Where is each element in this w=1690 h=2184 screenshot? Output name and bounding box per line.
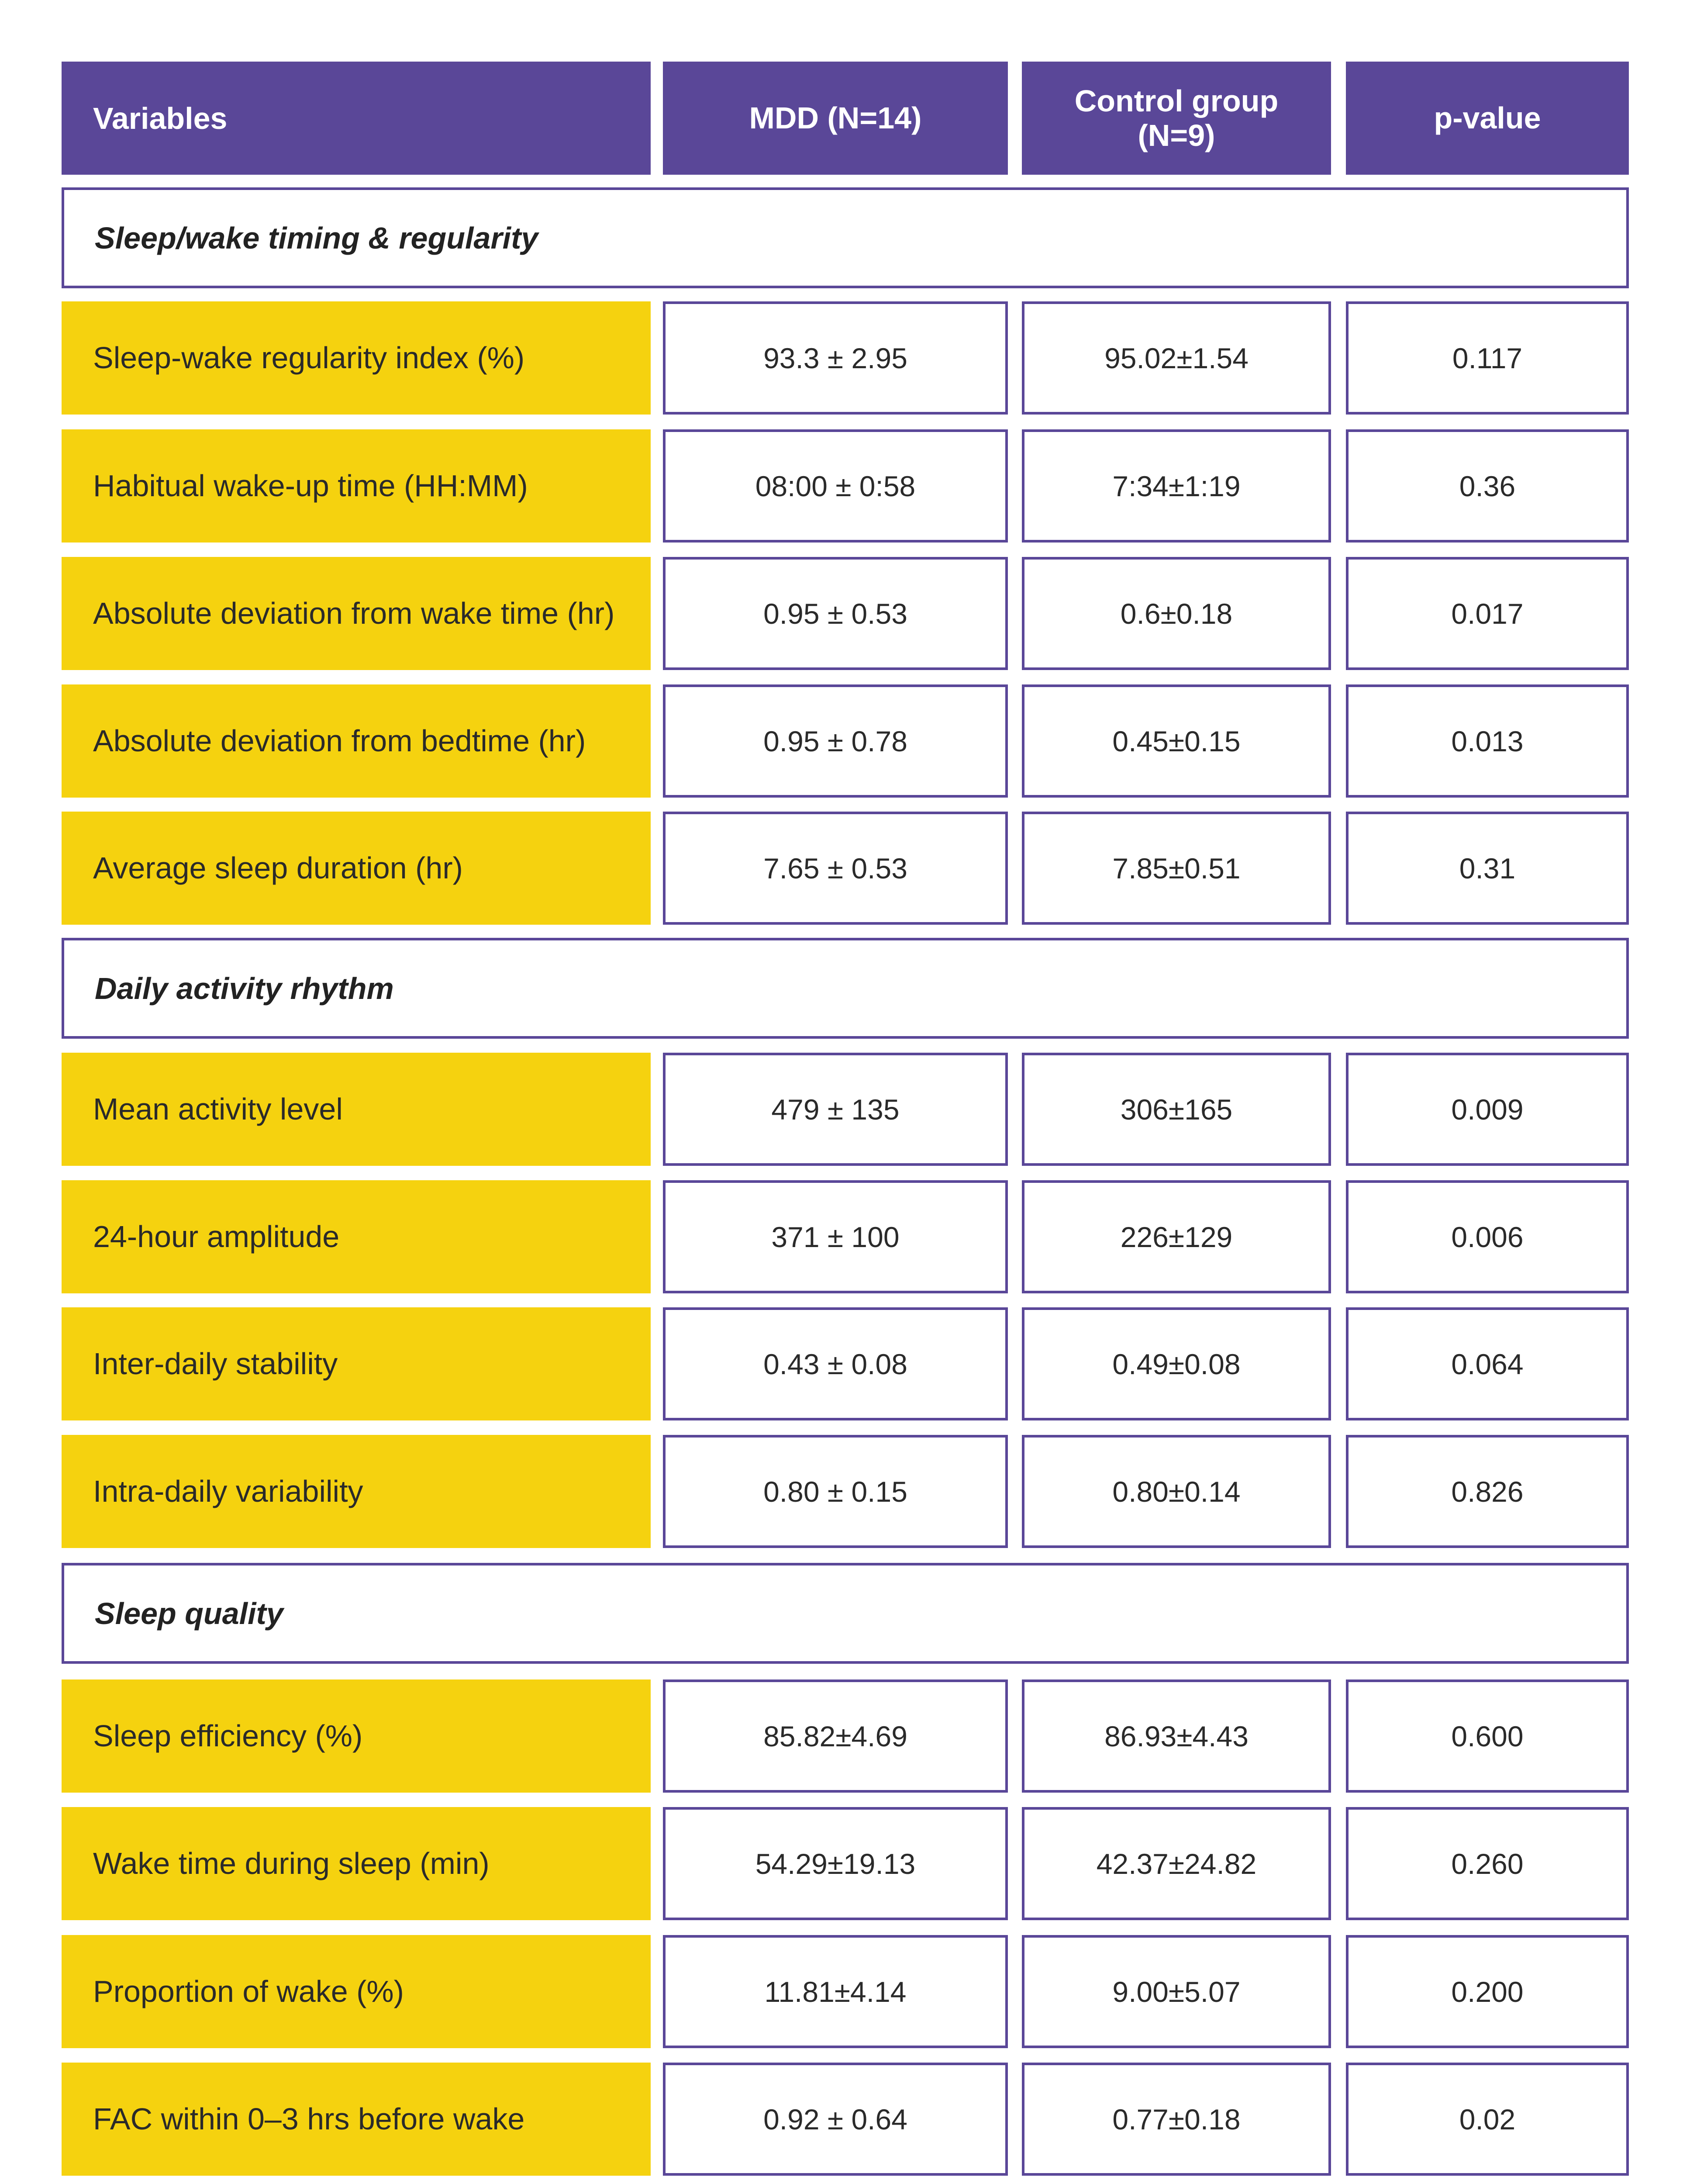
mdd-cell: 54.29±19.13 [663, 1807, 1008, 1920]
variable-cell: Sleep efficiency (%) [62, 1679, 651, 1793]
pvalue-cell: 0.36 [1346, 429, 1629, 543]
header-control-line2: (N=9) [1138, 118, 1215, 152]
variable-cell: 24-hour amplitude [62, 1180, 651, 1293]
pvalue-cell: 0.064 [1346, 1307, 1629, 1420]
mdd-cell: 08:00 ± 0:58 [663, 429, 1008, 543]
header-control-line1: Control group [1074, 84, 1279, 118]
variable-cell: Sleep-wake regularity index (%) [62, 301, 651, 415]
pvalue-cell: 0.02 [1346, 2063, 1629, 2176]
variable-cell: Habitual wake-up time (HH:MM) [62, 429, 651, 543]
pvalue-cell: 0.31 [1346, 812, 1629, 925]
mdd-cell: 371 ± 100 [663, 1180, 1008, 1293]
mdd-cell: 0.95 ± 0.78 [663, 684, 1008, 798]
table-row [0, 1679, 1690, 1793]
control-cell: 7:34±1:19 [1022, 429, 1331, 543]
mdd-cell: 11.81±4.14 [663, 1935, 1008, 2048]
header-mdd: MDD (N=14) [663, 62, 1008, 175]
table-row [0, 301, 1690, 415]
mdd-cell: 0.80 ± 0.15 [663, 1435, 1008, 1548]
table-row [0, 684, 1690, 798]
section-title-sleep-timing: Sleep/wake timing & regularity [62, 187, 1629, 288]
control-cell: 95.02±1.54 [1022, 301, 1331, 415]
control-cell: 0.49±0.08 [1022, 1307, 1331, 1420]
control-cell: 7.85±0.51 [1022, 812, 1331, 925]
table-row [0, 1307, 1690, 1420]
pvalue-cell: 0.200 [1346, 1935, 1629, 2048]
variable-cell: Average sleep duration (hr) [62, 812, 651, 925]
table-row [0, 1435, 1690, 1548]
control-cell: 0.77±0.18 [1022, 2063, 1331, 2176]
control-cell: 42.37±24.82 [1022, 1807, 1331, 1920]
table-row [0, 429, 1690, 543]
variable-cell: Intra-daily variability [62, 1435, 651, 1548]
table-row [0, 1180, 1690, 1293]
mdd-cell: 85.82±4.69 [663, 1679, 1008, 1793]
mdd-cell: 7.65 ± 0.53 [663, 812, 1008, 925]
mdd-cell: 0.43 ± 0.08 [663, 1307, 1008, 1420]
header-control [1022, 62, 1331, 175]
table-row [0, 1935, 1690, 2048]
mdd-cell: 479 ± 135 [663, 1053, 1008, 1166]
header-pvalue: p-value [1346, 62, 1629, 175]
pvalue-cell: 0.826 [1346, 1435, 1629, 1548]
variable-cell: Absolute deviation from wake time (hr) [62, 557, 651, 670]
pvalue-cell: 0.600 [1346, 1679, 1629, 1793]
header-variables: Variables [62, 62, 651, 175]
pvalue-cell: 0.017 [1346, 557, 1629, 670]
pvalue-cell: 0.006 [1346, 1180, 1629, 1293]
pvalue-cell: 0.260 [1346, 1807, 1629, 1920]
pvalue-cell: 0.013 [1346, 684, 1629, 798]
variable-cell: Absolute deviation from bedtime (hr) [62, 684, 651, 798]
variable-cell: FAC within 0–3 hrs before wake [62, 2063, 651, 2176]
table-row [0, 557, 1690, 670]
pvalue-cell: 0.117 [1346, 301, 1629, 415]
mdd-cell: 93.3 ± 2.95 [663, 301, 1008, 415]
control-cell: 86.93±4.43 [1022, 1679, 1331, 1793]
pvalue-cell: 0.009 [1346, 1053, 1629, 1166]
section-title-sleep-quality: Sleep quality [62, 1563, 1629, 1664]
table-row [0, 1053, 1690, 1166]
variable-cell: Wake time during sleep (min) [62, 1807, 651, 1920]
table-header [0, 62, 1690, 175]
control-cell: 226±129 [1022, 1180, 1331, 1293]
mdd-cell: 0.92 ± 0.64 [663, 2063, 1008, 2176]
control-cell: 0.6±0.18 [1022, 557, 1331, 670]
control-cell: 9.00±5.07 [1022, 1935, 1331, 2048]
mdd-cell: 0.95 ± 0.53 [663, 557, 1008, 670]
table-row [0, 2063, 1690, 2176]
table-row [0, 1807, 1690, 1920]
variable-cell: Inter-daily stability [62, 1307, 651, 1420]
variable-cell: Mean activity level [62, 1053, 651, 1166]
control-cell: 306±165 [1022, 1053, 1331, 1166]
variable-cell: Proportion of wake (%) [62, 1935, 651, 2048]
control-cell: 0.45±0.15 [1022, 684, 1331, 798]
control-cell: 0.80±0.14 [1022, 1435, 1331, 1548]
section-title-activity-rhythm: Daily activity rhythm [62, 938, 1629, 1039]
table-row [0, 812, 1690, 925]
